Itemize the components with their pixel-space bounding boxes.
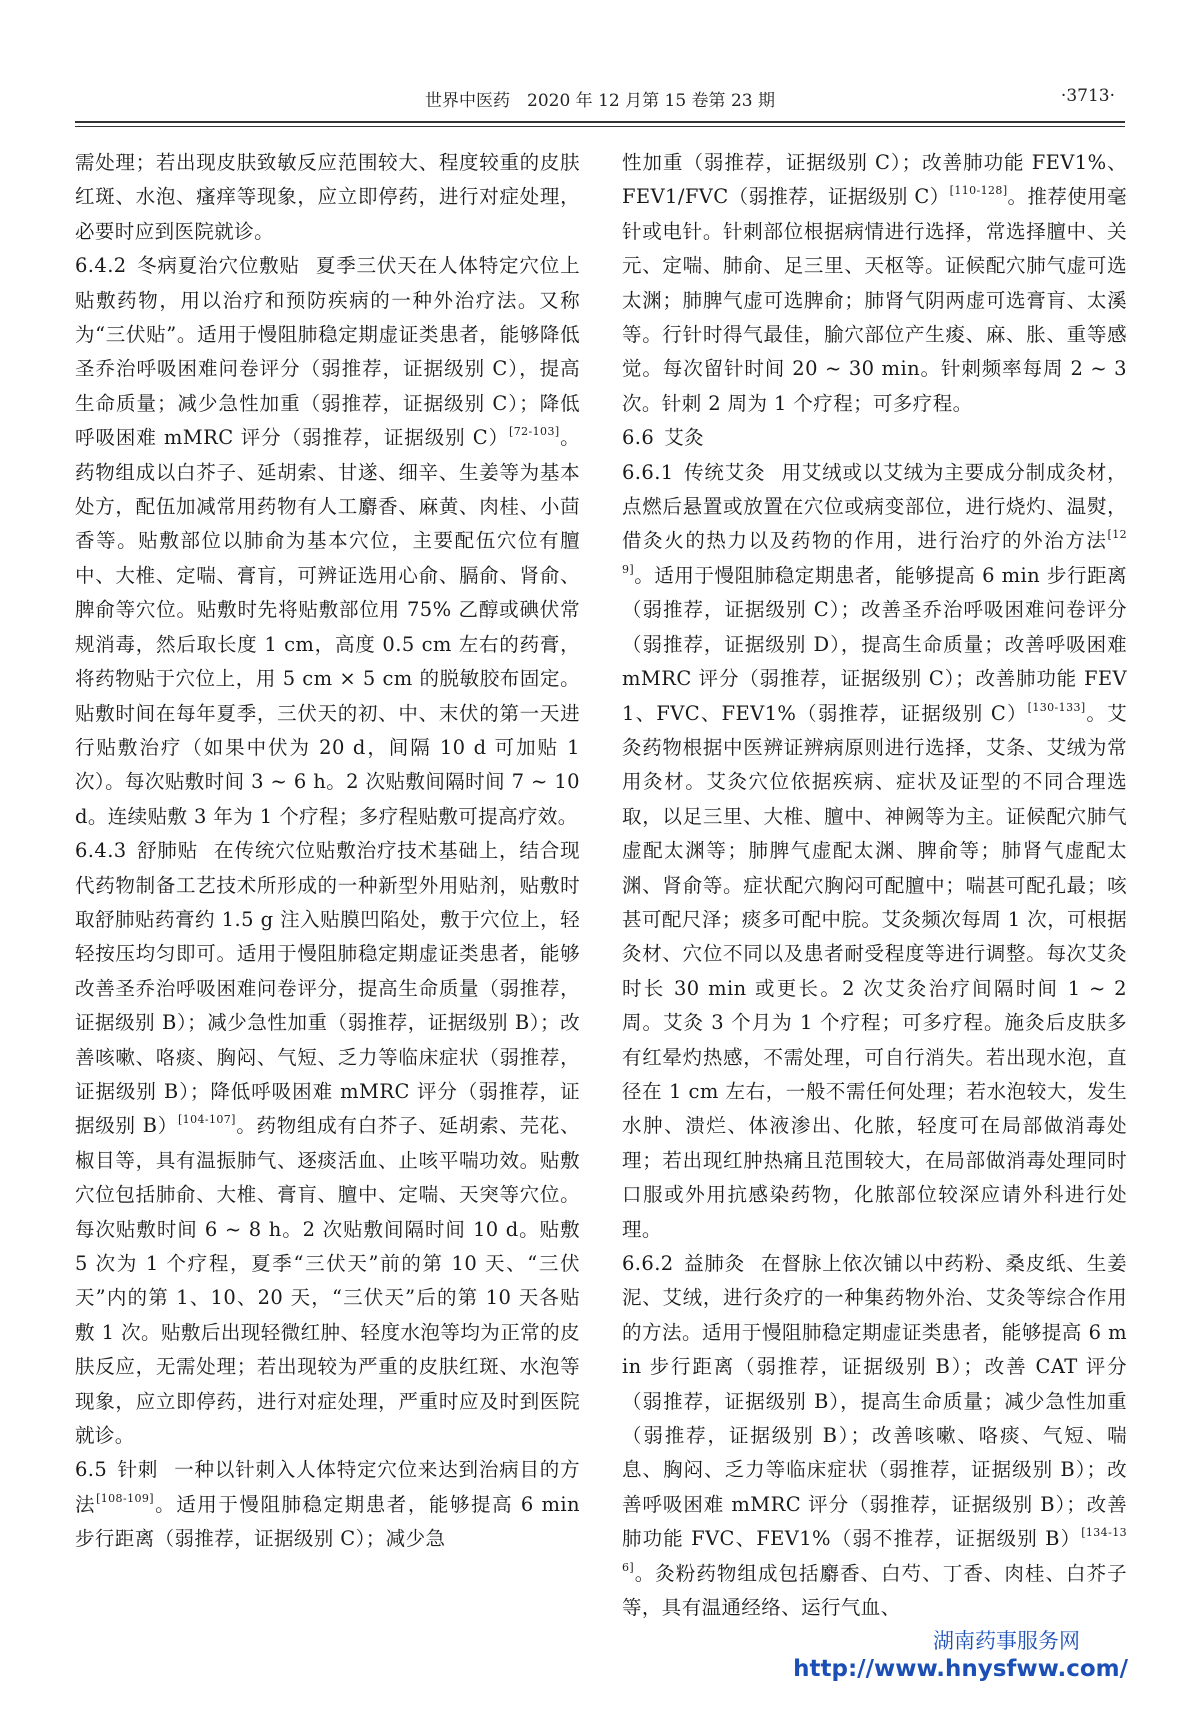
section-text: 。艾灸药物根据中医辨证辨病原则进行选择，艾条、艾绒为常用灸材。艾灸穴位依据疾病、症状及证型的不同合理选取，以足三里、大椎、膻中、神阙等为主。证候配穴肺气虚配太渊等；肺脾气虚配太渊、脾俞等；肺肾气虚配太渊、肾俞等。症状配穴胸闷可配膻中；喘甚可配孔最；咳甚可配尺泽；痰多可配中脘。艾灸频次每周 1 次，可根据灸材、穴位不同以及患者耐受程度等进行调整。每次艾灸时长 30 min 或更长。2 次艾灸治疗间隔时间 1 ~ 2 周。艾灸 3 个月为 1 个疗程；可多疗程。施灸后皮肤多有红晕灼热感，不需处理，可自行消失。若出现水泡，直径在 1 cm 左右，一般不需任何处理；若水泡较大，发生水肿、溃烂、体液渗出、化脓，轻度可在局部做消毒处理；若出现红肿热痛且范围较大，在局部做消毒处理同时口服或外用抗感染药物，化脓部位较深应请外科进行处理。: [622, 701, 1127, 1241]
section-title: 艾灸: [664, 426, 705, 450]
section-text: 。适用于慢阻肺稳定期患者，能够提高 6 min 步行距离（弱推荐，证据级别 C）；减少急: [75, 1492, 580, 1551]
section-6-4-2: [75, 249, 580, 834]
section-text: 。灸粉药物组成包括麝香、白芍、丁香、肉桂、白芥子等，具有温通经络、运行气血、: [622, 1561, 1127, 1620]
section-6-4-3: [75, 834, 580, 1453]
running-header: [75, 86, 1125, 116]
citation: [110-128]: [949, 184, 1008, 198]
right-column: [622, 146, 1127, 1625]
header-rule-thick: [75, 121, 1125, 123]
citation: [130-133]: [1027, 700, 1086, 714]
section-title: 传统艾灸: [683, 460, 766, 484]
section-text: 一种以针刺入人体特定穴位来达到治病目的方法: [75, 1458, 580, 1516]
section-number: 6.4.2: [75, 254, 127, 278]
section-6-6-2: [622, 1247, 1127, 1625]
page-number: ·3713·: [1060, 86, 1115, 106]
citation: [72-103]: [509, 425, 560, 439]
citation: [104-107]: [177, 1113, 236, 1127]
section-text: 用艾绒或以艾绒为主要成分制成灸材，点燃后悬置或放置在穴位或病变部位，进行烧灼、温熨，借灸火的热力以及药物的作用，进行治疗的外治方法: [622, 460, 1127, 553]
citation: [134-136]: [622, 1526, 1127, 1574]
header-rule-thin: [75, 126, 1125, 127]
section-text: 。药物组成以白芥子、延胡索、甘遂、细辛、生姜等为基本处方，配伍加减常用药物有人工麝香、麻黄、肉桂、小茴香等。贴敷部位以肺俞为基本穴位，主要配伍穴位有膻中、大椎、定喘、膏肓，可辨证选用心俞、膈俞、肾俞、脾俞等穴位。贴敷时先将贴敷部位用 75% 乙醇或碘伏常规消毒，然后取长度 1 cm，高度 0.5 cm 左右的药膏，将药物贴于穴位上，用 5 cm × 5 cm 的脱敏胶布固定。贴敷时间在每年夏季，三伏天的初、中、末伏的第一天进行贴敷治疗（如果中伏为 20 d，间隔 10 d 可加贴 1 次）。每次贴敷时间 3 ~ 6 h。2 次贴敷间隔时间 7 ~ 10 d。连续贴敷 3 年为 1 个疗程；多疗程贴敷可提高疗效。: [75, 426, 580, 828]
section-title: 针刺: [117, 1458, 159, 1482]
left-column: [75, 146, 580, 1557]
section-text: 。药物组成有白芥子、延胡索、芫花、椒目等，具有温振肺气、逐痰活血、止咳平喘功效。贴敷穴位包括肺俞、大椎、膏肓、膻中、定喘、天突等穴位。每次贴敷时间 6 ~ 8 h。2 次贴敷间隔时间 10 d。贴敷 5 次为 1 个疗程，夏季“三伏天”前的第 10 天、“三伏天”内的第 1、10、20 天，“三伏天”后的第 10 天各贴敷 1 次。贴敷后出现轻微红肿、轻度水泡等均为正常的皮肤反应，无需处理；若出现较为严重的皮肤红斑、水泡等现象，应立即停药，进行对症处理，严重时应及时到医院就诊。: [75, 1114, 580, 1448]
paragraph-text: 性加重（弱推荐，证据级别 C）；改善肺功能 FEV1%、FEV1/FVC（弱推荐，证据级别 C）: [622, 151, 1127, 209]
watermark-url: http://www.hnysfww.com/: [793, 1656, 1128, 1682]
section-number: 6.6: [622, 426, 655, 450]
section-text: 在传统穴位贴敷治疗技术基础上，结合现代药物制备工艺技术所形成的一种新型外用贴剂，贴敷时取舒肺贴药膏约 1.5 g 注入贴膜凹陷处，敷于穴位上，轻轻按压均匀即可。适用于慢阻肺稳定期虚证类患者，能够改善圣乔治呼吸困难问卷评分，提高生命质量（弱推荐，证据级别 B）；减少急性加重（弱推荐，证据级别 B）；改善咳嗽、咯痰、胸闷、气短、乏力等临床症状（弱推荐，证据级别 B）；降低呼吸困难 mMRC 评分（弱推荐，证据级别 B）: [75, 839, 581, 1138]
paragraph: [622, 146, 1127, 421]
section-text: 夏季三伏天在人体特定穴位上贴敷药物，用以治疗和预防疾病的一种外治疗法。又称为“三伏贴”。适用于慢阻肺稳定期虚证类患者，能够降低圣乔治呼吸困难问卷评分（弱推荐，证据级别 C），提高生命质量；减少急性加重（弱推荐，证据级别 C）；降低呼吸困难 mMRC 评分（弱推荐，证据级别 C）: [75, 254, 581, 450]
section-text: 。适用于慢阻肺稳定期患者，能够提高 6 min 步行距离（弱推荐，证据级别 C）；改善圣乔治呼吸困难问卷评分（弱推荐，证据级别 D），提高生命质量；改善呼吸困难 mMRC 评分（弱推荐，证据级别 C）；改善肺功能 FEV1、FVC、FEV1%（弱推荐，证据级别 C）: [622, 563, 1127, 725]
paragraph: 需处理；若出现皮肤致敏反应范围较大、程度较重的皮肤红斑、水泡、瘙痒等现象，应立即停药，进行对症处理，必要时应到医院就诊。: [75, 151, 580, 243]
section-title: 舒肺贴: [136, 839, 199, 863]
section-text: 在督脉上依次铺以中药粉、桑皮纸、生姜泥、艾绒，进行灸疗的一种集药物外治、艾灸等综合作用的方法。适用于慢阻肺稳定期虚证类患者，能够提高 6 min 步行距离（弱推荐，证据级别 B）；改善 CAT 评分（弱推荐，证据级别 B），提高生命质量；减少急性加重（弱推荐，证据级别 B）；改善咳嗽、咯痰、气短、喘息、胸闷、乏力等临床症状（弱推荐，证据级别 B）；改善呼吸困难 mMRC 评分（弱推荐，证据级别 B）；改善肺功能 FVC、FEV1%（弱不推荐，证据级别 B）: [622, 1252, 1128, 1551]
section-title: 益肺灸: [683, 1252, 746, 1275]
section-number: 6.4.3: [75, 839, 127, 863]
watermark-site-name: 湖南药事服务网: [933, 1629, 1080, 1653]
section-6-6-1: [622, 456, 1127, 1247]
paragraph-text: 。推荐使用毫针或电针。针刺部位根据病情进行选择，常选择膻中、关元、定喘、肺俞、足三里、天枢等。证候配穴肺气虚可选太渊；肺脾气虚可选脾俞；肺肾气阴两虚可选膏肓、太溪等。行针时得气最佳，腧穴部位产生痠、麻、胀、重等感觉。每次留针时间 20 ~ 30 min。针刺频率每周 2 ~ 3 次。针刺 2 周为 1 个疗程；可多疗程。: [622, 185, 1127, 415]
citation: [129]: [622, 528, 1127, 576]
section-6-5: [75, 1453, 580, 1556]
section-number: 6.6.2: [622, 1252, 674, 1275]
section-title: 冬病夏治穴位敷贴: [136, 254, 300, 278]
section-number: 6.5: [75, 1458, 108, 1482]
section-number: 6.6.1: [622, 460, 674, 484]
journal-title: 世界中医药 2020 年 12 月第 15 卷第 23 期: [425, 91, 775, 111]
citation: [108-109]: [96, 1491, 154, 1505]
section-6-6: [622, 421, 1127, 455]
